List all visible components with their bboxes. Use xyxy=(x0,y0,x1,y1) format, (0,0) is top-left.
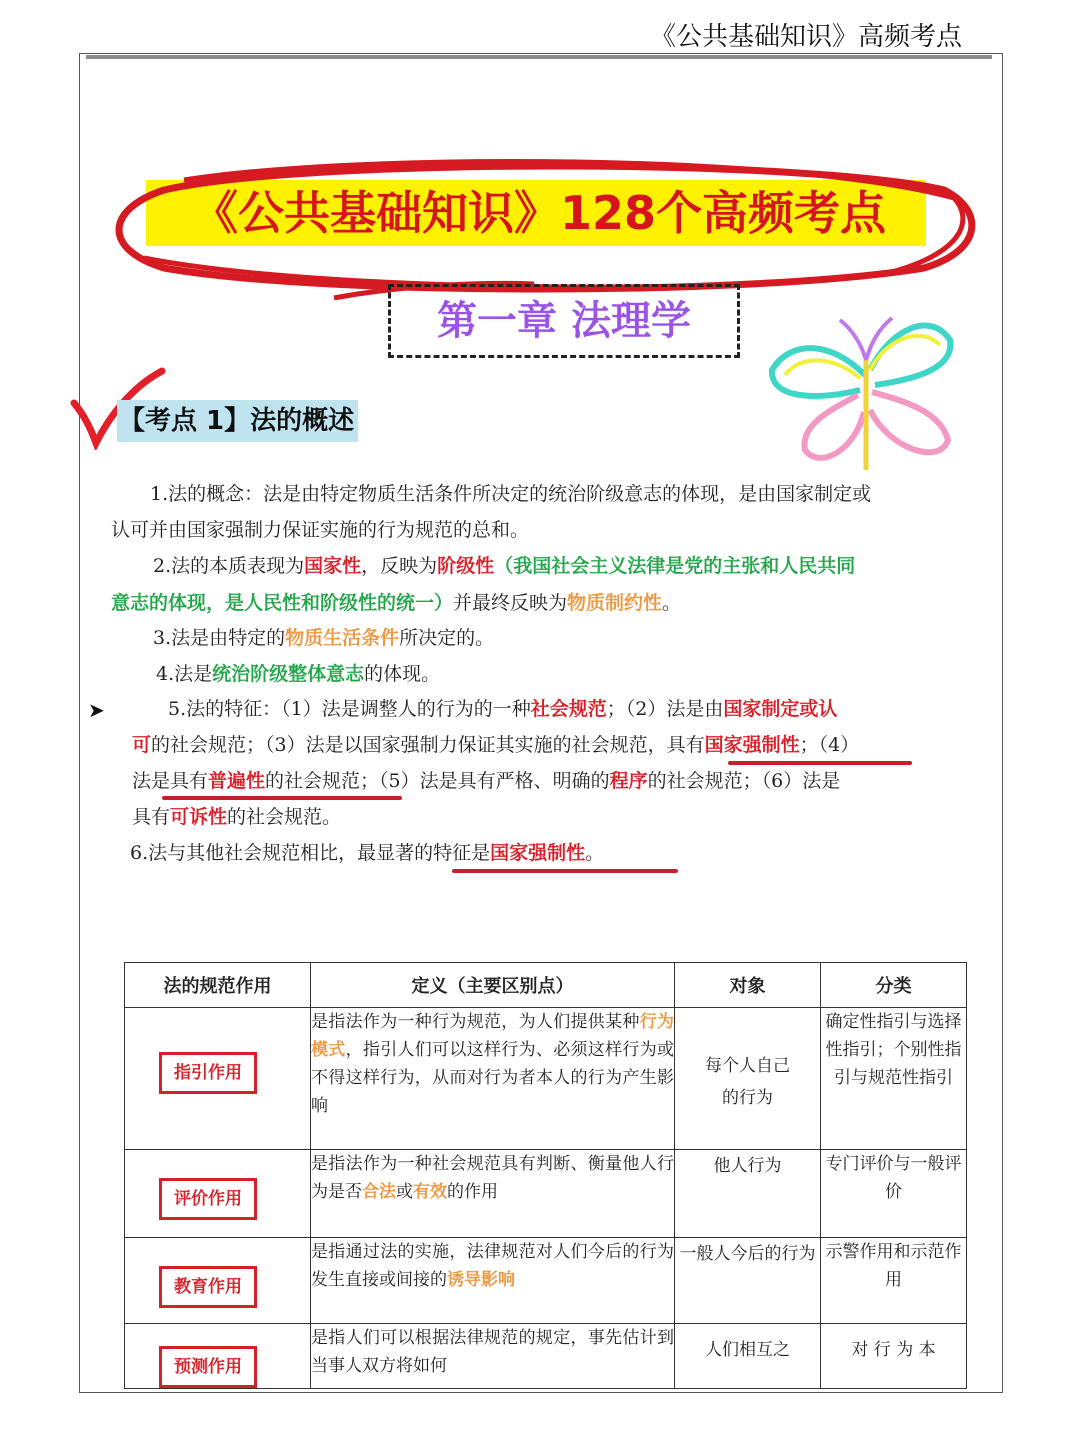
role-cell xyxy=(125,1238,311,1324)
category-cell: 确定性指引与选择性指引；个别性指引与规范性指引 xyxy=(821,1008,967,1150)
target-cell xyxy=(675,1008,821,1150)
text: 是指通过法的实施，法律规范对人们今后的行为发生直接或间接的 xyxy=(311,1242,674,1290)
chapter-title: 第一章 法理学 xyxy=(437,298,691,344)
role-cell xyxy=(125,1008,311,1150)
page-title: 《公共基础知识》128个高频考点 xyxy=(191,186,887,240)
paragraph-5-line-2 xyxy=(132,727,859,763)
text: 的社会规范；（6）法是 xyxy=(647,770,841,792)
definition-cell: 是指人们可以根据法律规范的规定，事先估计到当事人双方将如何 xyxy=(311,1324,675,1389)
text: ；（2）法是由 xyxy=(606,698,724,720)
title-block xyxy=(104,150,984,300)
text: ；（4） xyxy=(799,734,860,756)
text: 。 xyxy=(585,842,605,864)
table-row xyxy=(125,1238,967,1324)
column-header: 法的规范作用 xyxy=(125,963,311,1008)
role-label: 指引作用 xyxy=(159,1052,257,1094)
paragraph-2-line-1 xyxy=(153,548,855,584)
arrow-bullet-icon: ➤ xyxy=(88,698,105,722)
definition-cell xyxy=(311,1150,675,1238)
text: 的体现。 xyxy=(364,663,441,685)
keyword-social-norm: 社会规范 xyxy=(530,698,607,720)
text: 6.法与其他社会规范相比，最显著的特征是 xyxy=(130,842,491,864)
column-header: 分类 xyxy=(821,963,967,1008)
keyword-note: （我国社会主义法律是党的主张和人民共同 xyxy=(494,555,856,577)
text: 4.法是 xyxy=(156,663,213,685)
text: ，反映为 xyxy=(361,555,438,577)
keyword-nation: 国家性 xyxy=(304,555,362,577)
paragraph-4 xyxy=(156,656,440,692)
text: 所决定的。 xyxy=(399,627,495,649)
role-label: 教育作用 xyxy=(159,1266,257,1308)
keyword: 行为模式 xyxy=(311,1012,675,1060)
role-cell xyxy=(125,1150,311,1238)
chapter-box xyxy=(388,284,740,358)
text: 或 xyxy=(396,1182,413,1202)
category-cell: 对 行 为 本 xyxy=(821,1324,967,1389)
underline-mark xyxy=(452,869,678,873)
text: 的社会规范；（3）法是以国家强制力保证其实施的社会规范，具有 xyxy=(151,734,705,756)
paragraph-5-line-4 xyxy=(132,799,341,835)
keyword-coercion-main: 国家强制性 xyxy=(490,842,586,864)
text: 并最终反映为 xyxy=(453,592,568,614)
column-header: 对象 xyxy=(675,963,821,1008)
text: 。 xyxy=(662,592,682,614)
table-row xyxy=(125,1324,967,1389)
running-header: 《公共基础知识》高频考点 xyxy=(649,22,962,52)
target-cell: 一般人今后的行为 xyxy=(675,1238,821,1324)
paragraph-5-line-1 xyxy=(168,691,837,727)
paragraph-1-line-1: 1.法的概念：法是由特定物质生活条件所决定的统治阶级意志的体现，是由国家制定或 xyxy=(150,483,872,505)
text: 3.法是由特定的 xyxy=(153,627,286,649)
target-cell: 他人行为 xyxy=(675,1150,821,1238)
target-cell: 人们相互之 xyxy=(675,1324,821,1389)
paragraph-3 xyxy=(153,620,494,656)
text: 的社会规范；（5）法是具有严格、明确的 xyxy=(265,770,610,792)
keyword-note-cont: 意志的体现，是人民性和阶级性的统一） xyxy=(111,592,454,614)
table-row xyxy=(125,1150,967,1238)
keyword: 合法 xyxy=(362,1182,396,1202)
red-circle-scribble-icon xyxy=(104,150,984,300)
keyword-state-made-cont: 可 xyxy=(132,734,152,756)
table-header-row xyxy=(125,963,967,1008)
text: 是指法作为一种行为规范，为人们提供某种 xyxy=(311,1012,640,1032)
norm-function-table xyxy=(124,962,967,1389)
role-label: 预测作用 xyxy=(159,1346,257,1388)
keyword-state-made: 国家制定或认 xyxy=(723,698,838,720)
keyword: 诱导影响 xyxy=(447,1270,515,1290)
text: 每个人自己 xyxy=(705,1056,790,1076)
keyword-will: 统治阶级整体意志 xyxy=(212,663,365,685)
text: ，指引人们可以这样行为、必须这样行为或不得这样行为，从而对行为者本人的行为产生影响 xyxy=(311,1040,675,1116)
paragraph-1-line-2: 认可并由国家强制力保证实施的行为规范的总和。 xyxy=(111,519,530,541)
table-row xyxy=(125,1008,967,1150)
text: 是指法作为一种社会规范具有判断、衡量他人行为是否 xyxy=(311,1154,674,1202)
keyword-universality: 普遍性 xyxy=(208,770,266,792)
definition-cell xyxy=(311,1008,675,1150)
role-label: 评价作用 xyxy=(159,1178,257,1220)
section-title: 【考点 1】法的概述 xyxy=(117,400,358,442)
paragraph-5-line-3 xyxy=(132,763,840,799)
keyword: 有效 xyxy=(413,1182,447,1202)
keyword-coercion: 国家强制性 xyxy=(704,734,800,756)
role-cell xyxy=(125,1324,311,1389)
paragraph-2-line-2 xyxy=(111,585,681,621)
category-cell: 示警作用和示范作用 xyxy=(821,1238,967,1324)
text: 2.法的本质表现为 xyxy=(153,555,305,577)
keyword-procedure: 程序 xyxy=(609,770,648,792)
text: 的作用 xyxy=(447,1182,498,1202)
keyword-conditions: 物质生活条件 xyxy=(285,627,400,649)
keyword-justiciability: 可诉性 xyxy=(170,806,228,828)
text: 具有 xyxy=(132,806,171,828)
text: 的社会规范。 xyxy=(227,806,342,828)
keyword-material: 物质制约性 xyxy=(567,592,663,614)
text: 5.法的特征：（1）法是调整人的行为的一种 xyxy=(168,698,531,720)
column-header: 定义（主要区别点） xyxy=(311,963,675,1008)
keyword-class: 阶级性 xyxy=(437,555,495,577)
text: 的行为 xyxy=(722,1088,773,1108)
text: 法是具有 xyxy=(132,770,209,792)
paragraph-6 xyxy=(130,835,604,871)
category-cell: 专门评价与一般评价 xyxy=(821,1150,967,1238)
definition-cell xyxy=(311,1238,675,1324)
butterfly-doodle-icon xyxy=(760,300,960,480)
